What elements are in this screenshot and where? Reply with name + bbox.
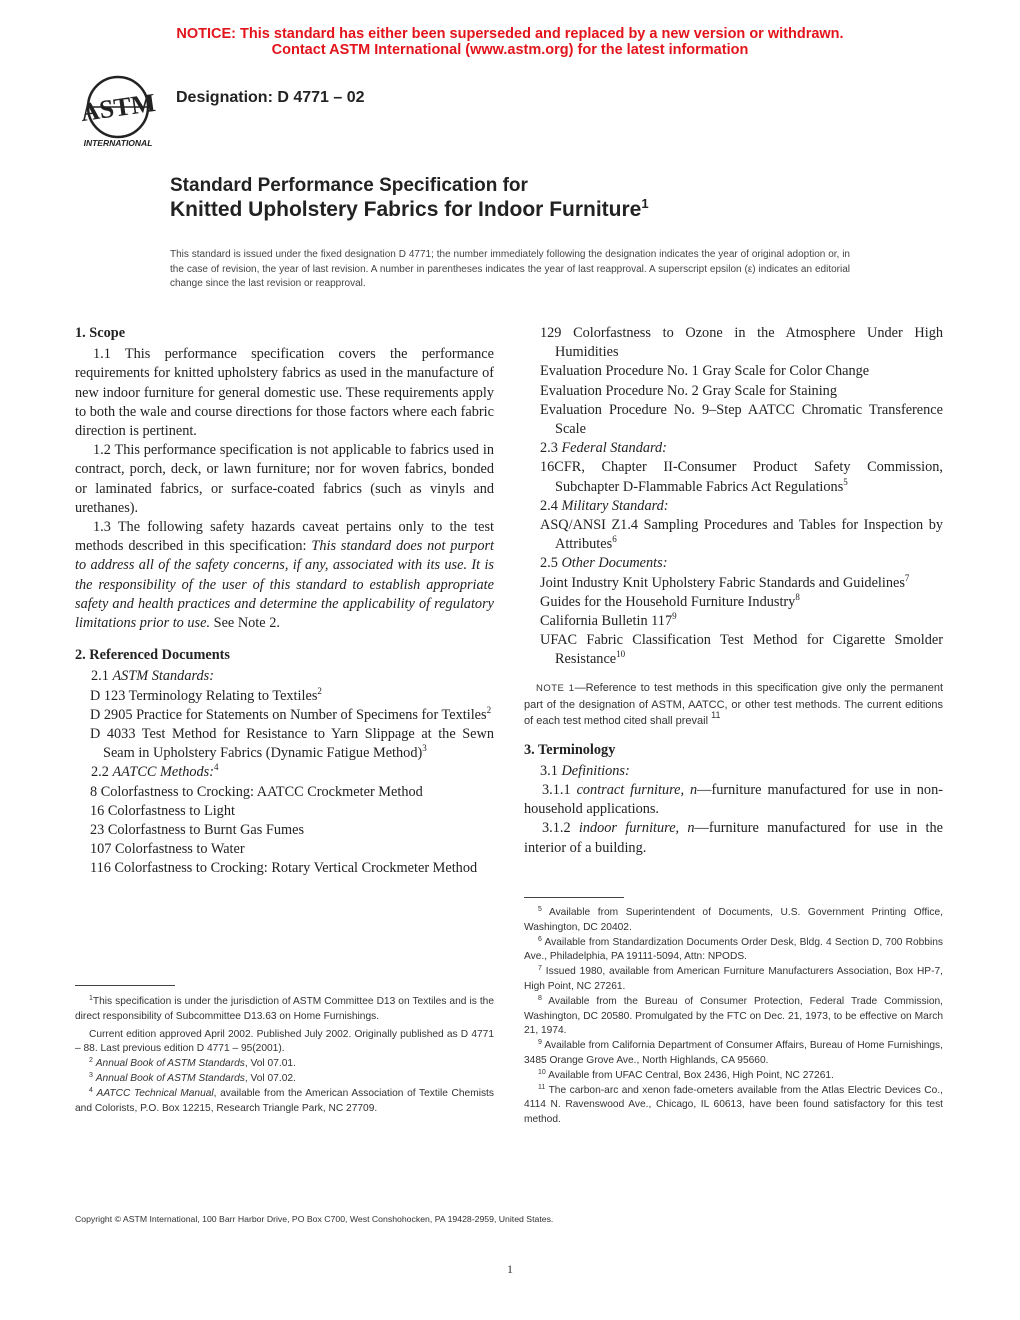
d1-text: —furniture manufactured for use in non-household applications. <box>524 782 943 818</box>
ref-guides-text: Guides for the Household Furniture Industry <box>540 593 796 610</box>
ref-california-fn: 9 <box>672 611 677 622</box>
issue-statement: This standard is issued under the fixed designation D 4771; the number immediately following the designation indicates the year of original adoption or, in the case of revision, the year of last revision. A number in parentheses indicates the year of last reapproval. A superscript epsilon (ε) indicates an editorial change since the last revision or reapproval. <box>170 249 850 289</box>
astm-logo-icon <box>76 74 160 150</box>
d2-text: —furniture manufactured for use in the interior of a building. <box>524 820 944 856</box>
ref-aatcc-8: 8 Colorfastness to Crocking: AATCC Crockmeter Method <box>90 783 423 800</box>
fn6-mark: 6 <box>538 935 542 943</box>
definitions-text: Definitions: <box>561 762 630 779</box>
footnote-5 <box>524 906 943 936</box>
notice-line-2: Contact ASTM International (www.astm.org) for the latest information <box>271 42 749 58</box>
aatcc-fn: 4 <box>213 762 219 773</box>
d2-term: indoor furniture, n <box>578 820 695 837</box>
scope-p1: 1.1 This performance specification covers the performance requirements for knitted upholstery fabrics as used in the manufacture of new indoor furniture for general domestic use. These requirements apply to both the wale and course directions for those factors where each fabric direction is pertinent. <box>75 346 494 440</box>
fn10-text: Available from UFAC Central, Box 2436, High Point, NC 27261. <box>548 1069 834 1081</box>
fn11-text: The carbon-arc and xenon fade-ometers available from the Atlas Electric Devices Co., 4114 N. Ravenswood Ave., Chicago, IL 60613, have been found satisfactory for this test method. <box>524 1084 943 1126</box>
footnote-8 <box>524 995 943 1039</box>
definitions-num: 3.1 <box>540 762 562 779</box>
other-label: Other Documents: <box>561 555 668 572</box>
d2-num: 3.1.2 <box>542 820 579 837</box>
ref-d123-text: D 123 Terminology Relating to Textiles <box>90 687 318 704</box>
footnote-edition: Current edition approved April 2002. Published July 2002. Originally published as D 4771 – 88. Last previous edition D 4771 – 95(2001). <box>75 1028 494 1055</box>
ref-d123 <box>75 687 494 706</box>
fn7-mark: 7 <box>538 965 542 973</box>
ref-ufac-fn: 10 <box>616 649 626 660</box>
fn8-mark: 8 <box>538 994 542 1002</box>
ref-d2905 <box>75 706 494 725</box>
fn2-mark: 2 <box>89 1057 93 1065</box>
ref-joint-text: Joint Industry Knit Upholstery Fabric Standards and Guidelines <box>540 574 905 591</box>
footnotes-right <box>524 906 943 1128</box>
fn3-text: , Vol 07.02. <box>244 1072 296 1084</box>
federal-standard-label <box>524 439 943 458</box>
title-footnote-mark: 1 <box>641 196 649 211</box>
military-label: Military Standard: <box>561 497 669 514</box>
notice-line-1: NOTICE: This standard has either been superseded and replaced by a new version or withdrawn. <box>176 26 844 42</box>
scope-p2: 1.2 This performance specification is not applicable to fabrics used in contract, porch, deck, or lawn furniture; nor for woven fabrics, bonded or laminated fabrics, or surface-coated fabrics (such as vinyls and urethanes). <box>75 442 494 516</box>
ref-16cfr <box>524 458 943 496</box>
ref-d4033-text: D 4033 Test Method for Resistance to Yarn Slippage at the Sewn Seam in Upholstery Fabrics (Dynamic Fatigue Method) <box>90 726 494 762</box>
ref-eval-1: Evaluation Procedure No. 1 Gray Scale for Color Change <box>540 363 870 380</box>
scope-p3-tail: See Note 2. <box>210 615 280 632</box>
note-1-label: NOTE 1 <box>536 682 575 694</box>
footnote-rule-right <box>524 897 624 898</box>
fn8-text: Available from the Bureau of Consumer Protection, Federal Trade Commission, Washington, DC 20580. Promulgated by the FTC on Dec. 21, 1973, to be effective on March 21, 1974. <box>524 995 943 1037</box>
scope-heading: 1. Scope <box>75 325 126 341</box>
footnote-1 <box>75 995 494 1025</box>
page-number: 1 <box>507 1262 513 1276</box>
fn11-mark: 11 <box>538 1083 546 1091</box>
ref-eval-2: Evaluation Procedure No. 2 Gray Scale for Staining <box>540 382 837 399</box>
fn3-mark: 3 <box>89 1071 93 1079</box>
designation: Designation: D 4771 – 02 <box>176 89 365 106</box>
title-main: Knitted Upholstery Fabrics for Indoor Furniture <box>170 198 642 221</box>
definition-contract-furniture <box>524 781 943 819</box>
fn1-text: This specification is under the jurisdiction of ASTM Committee D13 on Textiles and is the direct responsibility of Subcommittee D13.63 on Home Furnishings. <box>75 996 494 1022</box>
fn2-text: , Vol 07.01. <box>244 1058 296 1070</box>
ref-aatcc-107: 107 Colorfastness to Water <box>90 841 245 858</box>
ref-california-text: California Bulletin 117 <box>540 613 673 630</box>
fn6-text: Available from Standardization Documents Order Desk, Bldg. 4 Section D, 700 Robbins Ave., Philadelphia, PA 19111-5094, Attn: NPODS. <box>524 936 943 963</box>
note-1-fn: 11 <box>711 709 721 720</box>
ref-aatcc-129: 129 Colorfastness to Ozone in the Atmosphere Under High Humidities <box>540 325 943 361</box>
ref-d2905-text: D 2905 Practice for Statements on Number of Specimens for Textiles <box>90 706 487 723</box>
ref-aatcc-16: 16 Colorfastness to Light <box>90 802 235 819</box>
aatcc-label-num: 2.2 <box>91 764 113 781</box>
referenced-heading: 2. Referenced Documents <box>75 647 230 664</box>
scope-p3-lead: 1.3 The following safety hazards caveat pertains only to the test methods described in this specification: <box>75 519 494 555</box>
ref-aatcc-23: 23 Colorfastness to Burnt Gas Fumes <box>90 822 305 839</box>
d1-num: 3.1.1 <box>542 782 577 799</box>
scope-p3 <box>75 518 494 633</box>
right-column <box>524 324 943 858</box>
logo-letters: ASTM <box>78 87 158 128</box>
footnote-7 <box>524 965 943 995</box>
title-line-2 <box>170 198 649 222</box>
federal-label-num: 2.3 <box>540 440 562 457</box>
safety-caveat: This standard does not purport to address all of the safety concerns, if any, associated with its use. It is the responsibility of the user of this standard to establish appropriate safety and health practices and determine the applicability of regulatory limitations prior to use. <box>75 538 494 632</box>
fn4-mark: 4 <box>89 1086 93 1094</box>
footnote-9 <box>524 1039 943 1069</box>
fn9-mark: 9 <box>538 1039 542 1047</box>
fn4-italic: AATCC Technical Manual <box>96 1087 214 1099</box>
fn5-text: Available from Superintendent of Documents, U.S. Government Printing Office, Washington, DC 20402. <box>524 907 944 933</box>
definitions-label <box>524 762 943 781</box>
ref-aatcc-116: 116 Colorfastness to Crocking: Rotary Vertical Crockmeter Method <box>90 860 478 877</box>
astm-label-num: 2.1 <box>91 668 113 685</box>
ref-d2905-fn: 2 <box>486 704 492 715</box>
title-line-1: Standard Performance Specification for <box>170 175 528 196</box>
aatcc-label: AATCC Methods: <box>112 764 214 781</box>
military-label-num: 2.4 <box>540 497 562 514</box>
fn2-italic: Annual Book of ASTM Standards <box>95 1058 245 1070</box>
aatcc-methods-label <box>75 763 494 782</box>
left-column <box>75 324 494 879</box>
fn10-mark: 10 <box>538 1068 546 1076</box>
ref-16cfr-text: 16CFR, Chapter II-Consumer Product Safety Commission, Subchapter D-Flammable Fabrics Act Regulations <box>540 459 943 495</box>
astm-label: ASTM Standards: <box>112 668 214 685</box>
ref-guides <box>524 593 943 612</box>
ref-ansi-z14 <box>524 516 943 554</box>
ref-california <box>524 612 943 631</box>
footnotes-left <box>75 995 494 1116</box>
definition-indoor-furniture <box>524 819 943 857</box>
astm-standards-label <box>75 667 494 686</box>
footnote-4 <box>75 1087 494 1117</box>
astm-logo <box>76 74 160 150</box>
military-standard-label <box>524 497 943 516</box>
terminology-heading: 3. Terminology <box>524 741 616 758</box>
note-1-text: —Reference to test methods in this specification give only the permanent part of the designation of ASTM, AATCC, or other test methods. The current editions of each test method cited shall prevail <box>524 681 944 727</box>
ref-d123-fn: 2 <box>317 685 322 696</box>
ref-guides-fn: 8 <box>795 591 800 602</box>
ref-joint-fn: 7 <box>904 572 910 583</box>
d1-term: contract furniture, n <box>576 782 698 799</box>
footnote-rule-left <box>75 985 175 986</box>
footnote-6 <box>524 936 943 966</box>
other-label-num: 2.5 <box>540 555 562 572</box>
ref-eval-9: Evaluation Procedure No. 9–Step AATCC Chromatic Transference Scale <box>540 401 943 438</box>
ref-d4033-fn: 3 <box>422 743 427 754</box>
logo-caption: INTERNATIONAL <box>83 138 153 148</box>
fn4-text: , available from the American Association of Textile Chemists and Colorists, P.O. Box 12215, Research Triangle Park, NC 27709. <box>75 1087 494 1114</box>
ref-ansi-text: ASQ/ANSI Z1.4 Sampling Procedures and Tables for Inspection by Attributes <box>540 517 943 553</box>
federal-label: Federal Standard: <box>561 440 667 457</box>
ref-joint-industry <box>524 574 943 593</box>
footnote-3 <box>75 1072 494 1087</box>
ref-ufac-text: UFAC Fabric Classification Test Method for Cigarette Smolder Resistance <box>540 632 943 668</box>
fn1-mark: 1 <box>89 995 93 1002</box>
footnote-10 <box>524 1069 943 1084</box>
note-1 <box>524 680 943 729</box>
copyright: Copyright © ASTM International, 100 Barr Harbor Drive, PO Box C700, West Conshohocken, PA 19428-2959, United States. <box>75 1214 554 1224</box>
fn7-text: Issued 1980, available from American Furniture Manufacturers Association, Box HP-7, High Point, NC 27261. <box>524 966 943 992</box>
fn9-text: Available from California Department of Consumer Affairs, Bureau of Home Furnishings, 3485 Orange Grove Ave., North Highlands, CA 95660. <box>524 1040 943 1066</box>
fn3-italic: Annual Book of ASTM Standards <box>95 1072 245 1084</box>
footnote-2 <box>75 1057 494 1072</box>
other-documents-label <box>524 554 943 573</box>
footnote-11 <box>524 1084 943 1128</box>
ref-ansi-fn: 6 <box>612 534 617 545</box>
fn5-mark: 5 <box>538 906 542 913</box>
ref-16cfr-fn: 5 <box>843 476 848 487</box>
ref-ufac <box>524 631 943 669</box>
ref-d4033 <box>75 725 494 763</box>
